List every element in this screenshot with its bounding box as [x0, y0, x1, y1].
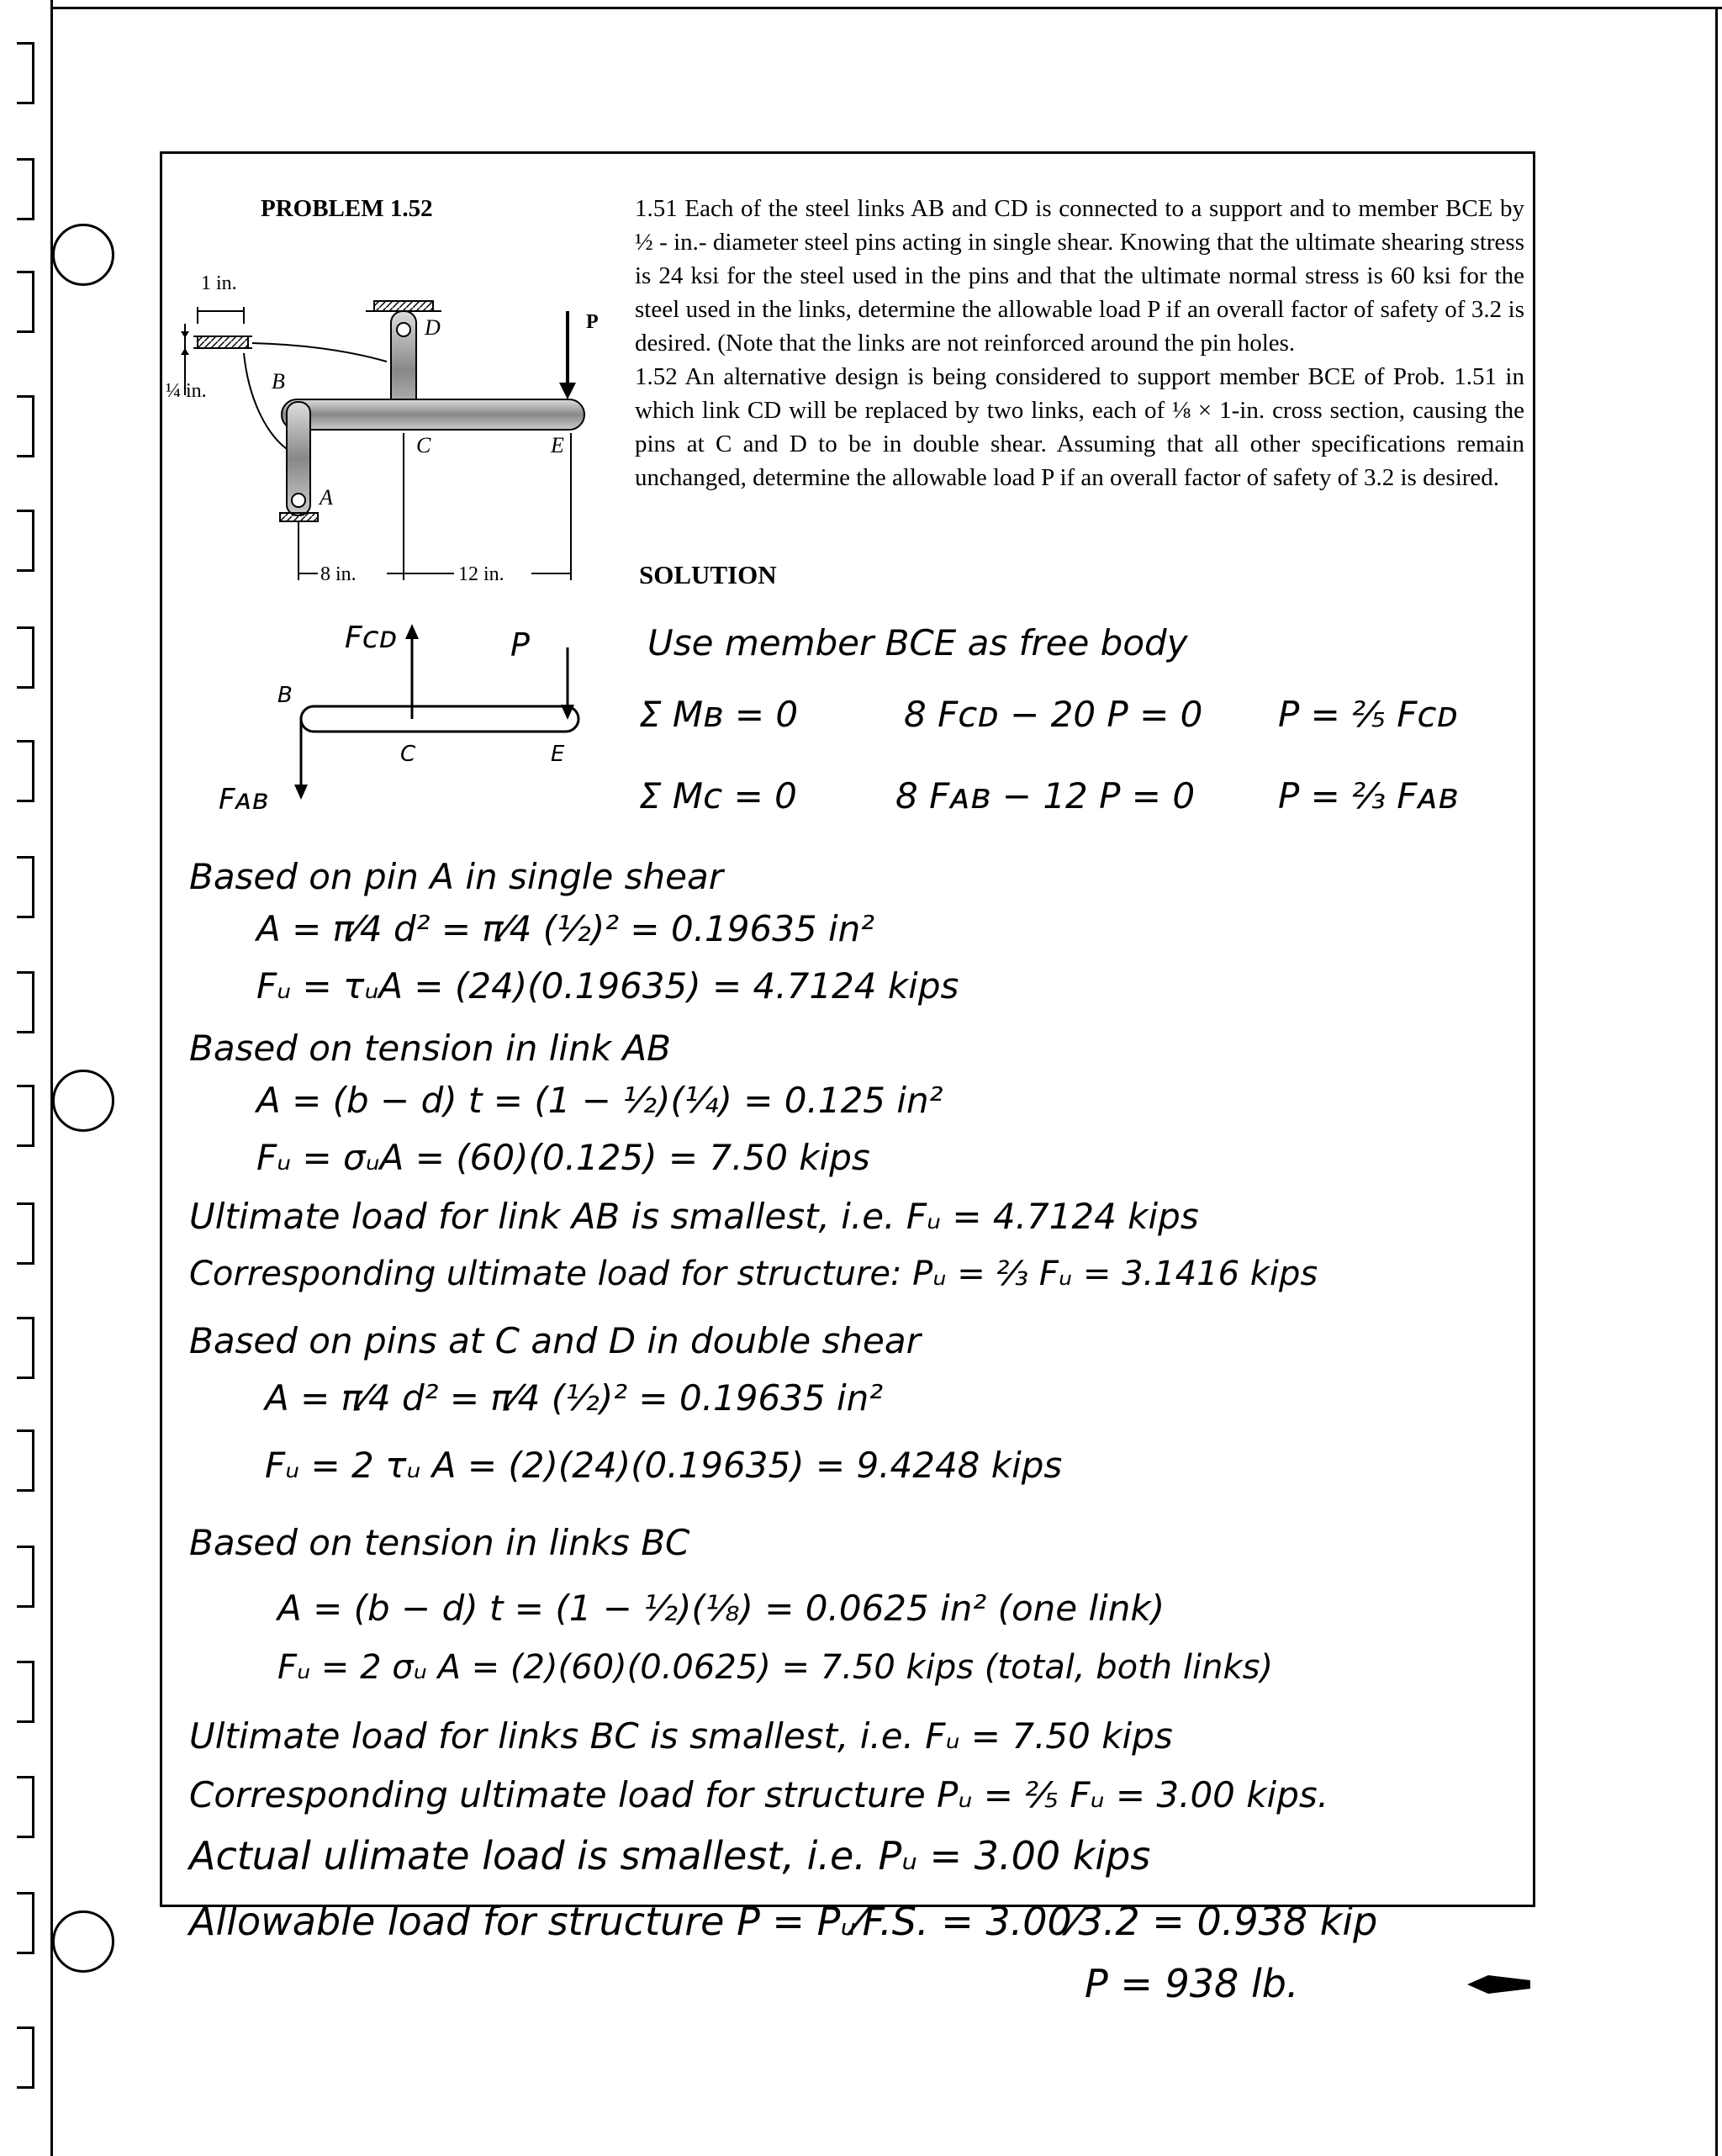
binder-tab: [17, 395, 34, 457]
fbd-e-label: E: [551, 742, 565, 767]
binder-tab: [17, 2027, 34, 2089]
fbd-b-label: B: [277, 683, 293, 708]
fbd-c-label: C: [400, 742, 416, 767]
solution-line: 8 Fᴄᴅ − 20 P = 0: [904, 694, 1203, 735]
final-answer: P = 938 lb.: [1085, 1961, 1299, 2006]
solution-line: Based on pins at C and D in double shear: [189, 1320, 921, 1361]
binder-tab: [17, 271, 34, 333]
solution-line: Ultimate load for link AB is smallest, i.e. Fᵤ = 4.7124 kips: [189, 1196, 1199, 1237]
solution-line: Based on pin A in single shear: [189, 856, 724, 897]
binder-tab: [17, 42, 34, 104]
binder-tab: [17, 1546, 34, 1608]
label-a: A: [320, 485, 333, 510]
binder-tab: [17, 1892, 34, 1954]
solution-line: Actual ulimate load is smallest, i.e. Pᵤ = 3.00 kips: [189, 1833, 1151, 1879]
label-b: B: [272, 369, 285, 394]
binder-hole: [52, 224, 114, 286]
dim-1in-label: 1 in.: [201, 272, 237, 294]
mechanism-figure: [164, 261, 618, 597]
solution-line: Fᵤ = 2 τᵤ A = (2)(24)(0.19635) = 9.4248 kips: [265, 1445, 1063, 1486]
binder-tab: [17, 1776, 34, 1838]
label-c: C: [416, 433, 431, 457]
link-ab-crosssection: [198, 336, 248, 348]
problem-152-text: 1.52 An alternative design is being considered to support member BCE of Prob. 1.51 in which link CD will be replaced by two links, each of ⅛ × 1-in. cross section, causing the pins at C and D to be in double shear. Assuming that all other specifications remain unchanged, determine the allowable load P if an overall factor of safety of 3.2 is desired.: [635, 363, 1524, 491]
solution-line: P = ⅔ Fᴀʙ: [1278, 775, 1459, 816]
member-bce: [282, 399, 584, 430]
answer-pointer-icon: [1467, 1972, 1530, 1997]
solution-line: Based on tension in link AB: [189, 1028, 671, 1069]
page-edge-top: [50, 7, 1722, 9]
binder-tab: [17, 740, 34, 802]
solution-heading: SOLUTION: [639, 560, 777, 589]
binder-tab: [17, 856, 34, 918]
fbd-fcd-label: Fᴄᴅ: [345, 621, 398, 655]
binder-hole: [52, 1910, 114, 1973]
solution-line: A = (b − d) t = (1 − ½)(¼) = 0.125 in²: [256, 1080, 943, 1121]
solution-line: P = ⅖ Fᴄᴅ: [1278, 694, 1458, 735]
binder-tab: [17, 1085, 34, 1147]
solution-line: Based on tension in links BC: [189, 1522, 690, 1563]
label-p: P: [586, 311, 599, 333]
solution-line: A = π⁄4 d² = π⁄4 (½)² = 0.19635 in²: [265, 1377, 884, 1419]
solution-line: 8 Fᴀʙ − 12 P = 0: [895, 775, 1196, 816]
fab-arrow: [294, 785, 308, 800]
solution-line: Fᵤ = σᵤA = (60)(0.125) = 7.50 kips: [256, 1137, 870, 1178]
binder-tab: [17, 158, 34, 220]
page-edge-right: [1715, 7, 1718, 2156]
problem-151-text: 1.51 Each of the steel links AB and CD is connected to a support and to member BCE by ½ - in.- diameter steel pins acting in single shear. Knowing that the ultimate shearing stress is 24 ksi for the steel used in the pins and that the ultimate normal stress is 60 ksi for the steel used in the links, determine the allowable load P if an overall factor of safety of 3.2 is desired. (Note that the links are not reinforced around the pin holes.: [635, 195, 1524, 357]
problem-title: PROBLEM 1.52: [261, 195, 433, 222]
solution-line: A = (b − d) t = (1 − ½)(⅛) = 0.0625 in² (one link): [277, 1588, 1165, 1629]
fbd-p-label: P: [510, 626, 530, 663]
dim-quarter-label: ¼ in.: [166, 380, 207, 402]
solution-line: Fᵤ = τᵤA = (24)(0.19635) = 4.7124 kips: [256, 965, 959, 1007]
solution-line: A = π⁄4 d² = π⁄4 (½)² = 0.19635 in²: [256, 908, 875, 949]
binder-tab: [17, 1202, 34, 1265]
free-body-diagram: [210, 614, 614, 816]
dim-8in-label: 8 in.: [320, 563, 357, 585]
solution-line: Corresponding ultimate load for structure: Pᵤ = ⅔ Fᵤ = 3.1416 kips: [189, 1255, 1318, 1293]
dim-12in-label: 12 in.: [458, 563, 504, 585]
binder-hole: [52, 1070, 114, 1132]
solution-line: Corresponding ultimate load for structure Pᵤ = ⅖ Fᵤ = 3.00 kips.: [189, 1774, 1329, 1815]
solution-line: Fᵤ = 2 σᵤ A = (2)(60)(0.0625) = 7.50 kips (total, both links): [277, 1648, 1274, 1687]
solution-line: Use member BCE as free body: [647, 622, 1188, 663]
label-e: E: [551, 433, 564, 457]
binder-tab: [17, 971, 34, 1033]
binder-tab: [17, 1317, 34, 1379]
binder-edge: [50, 0, 53, 2156]
fbd-fab-label: Fᴀʙ: [219, 783, 269, 816]
label-d: D: [425, 315, 441, 340]
problem-statement: [635, 192, 1524, 494]
solution-line: Σ Mʙ = 0: [639, 694, 799, 735]
binder-tab: [17, 1429, 34, 1492]
solution-line: Allowable load for structure P = Pᵤ⁄F.S. = 3.00⁄3.2 = 0.938 kip: [189, 1899, 1378, 1944]
binder-tab: [17, 510, 34, 572]
fbd-member: [301, 706, 578, 732]
solution-line: Σ Mᴄ = 0: [639, 775, 797, 816]
fcd-arrow: [405, 624, 419, 639]
binder-tab: [17, 1661, 34, 1723]
binder-tab: [17, 626, 34, 689]
solution-line: Ultimate load for links BC is smallest, i.e. Fᵤ = 7.50 kips: [189, 1715, 1173, 1757]
